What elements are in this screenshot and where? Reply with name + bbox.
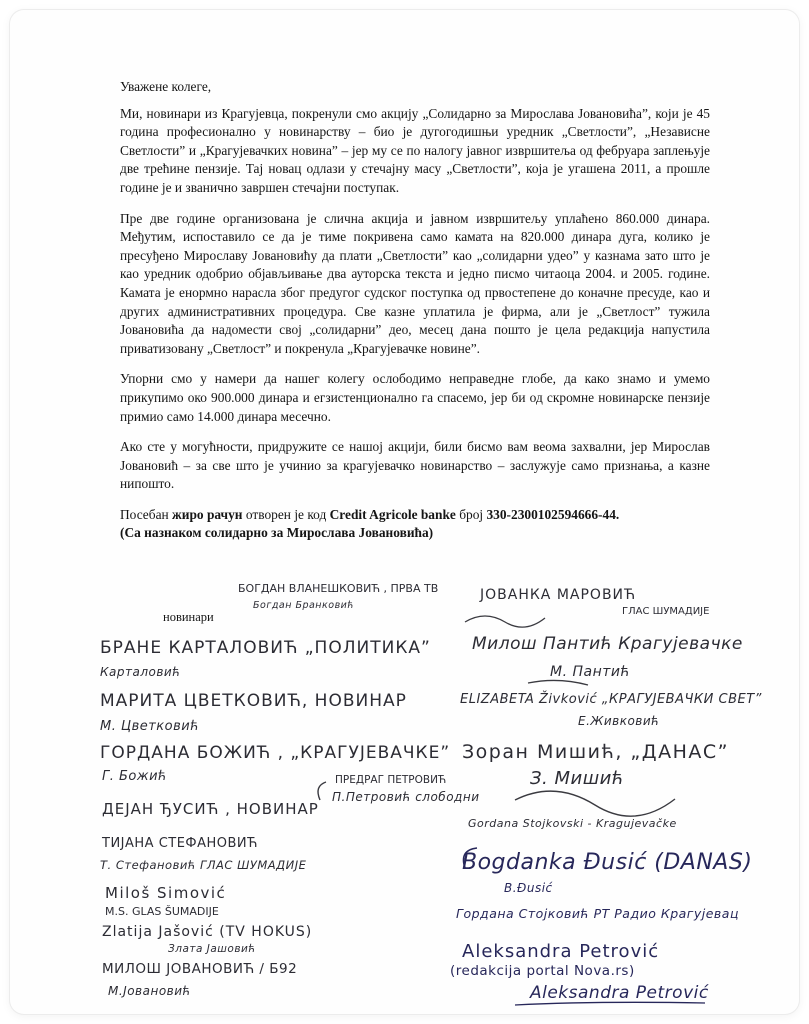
paragraph-3: Упорни смо у намери да нашег колегу ослободимо неправедне глобе, да како знамо и умемо прикупимо око 900.000 динара и егзистенционално га спасемо, јер би од скромне новинарске пензије примио само 14.000 динара месечно.	[120, 371, 710, 424]
signature-scrawl: Злата Јашовић	[168, 943, 256, 955]
signature-name: БОГДАН ВЛАНЕШКОВИЋ , ПРВА ТВ	[238, 582, 439, 595]
paragraph-4: Ако сте у могућности, придружите се нашој акцији, били бисмо вам веома захвални, јер Мирослав Јовановић – за све што је учинио за крагујевачко новинарство – заслужује само признања, а казне нипошто.	[120, 439, 710, 492]
account-mid: отворен је код	[242, 506, 330, 522]
bank-name: Credit Agricole banke	[329, 506, 456, 522]
signature-scrawl: Богдан Бранковић	[253, 600, 355, 611]
signature-name: Зоран Мишић, „ДАНАС”	[462, 741, 729, 763]
signature-scrawl: М. Цветковић	[100, 719, 200, 734]
pen-stroke	[318, 782, 326, 800]
signature-scrawl: ГЛАС ШУМАДИЈЕ	[622, 606, 710, 617]
signature-scrawl: Е.Живковић	[578, 714, 660, 728]
signature-scrawl: М.Јовановић	[108, 984, 191, 998]
signature-name: БРАНЕ КАРТАЛОВИЋ „ПОЛИТИКА”	[100, 638, 431, 658]
journalists-label: новинари	[163, 610, 214, 624]
signature-name: МИЛОШ ЈОВАНОВИЋ / Б92	[102, 961, 298, 977]
signature-scrawl: М. Пантић	[550, 664, 631, 680]
document-page	[10, 10, 799, 1014]
pen-stroke	[464, 848, 478, 868]
signature-name: ГОРДАНА БОЖИЋ , „КРАГУЈЕВАЧКЕ”	[100, 743, 451, 763]
signature-scrawl: З. Мишић	[530, 768, 625, 789]
signature-name: Милош Пантић Крагујевачке	[472, 634, 743, 654]
pen-stroke	[515, 791, 675, 816]
pen-stroke	[528, 680, 588, 685]
account-note: (Са назнаком солидарно за Мирослава Јовановића)	[120, 525, 434, 541]
signature-name: МАРИТА ЦВЕТКОВИЋ, НОВИНАР	[100, 691, 407, 711]
signature-scrawl: П.Петровић слободни	[332, 790, 480, 804]
signature-scrawl: M.S. GLAS ŠUMADIJE	[105, 905, 219, 918]
paragraph-1: Ми, новинари из Крагујевца, покренули смо акцију „Солидарно за Мирослава Јовановића”, који је 45 година професионално у новинарству – био је дугогодишњи уредник „Светлости”, „Независне Светлости” и „Крагујевачких новина” – јер му се по налогу јавног извршитеља од фебруара заплењује две трећине пензије. Тај новац одлази у стечајну масу „Светлости”, која је угашена 2011, а прошле године је и званично завршен стечајни поступак.	[120, 105, 710, 195]
account-word: број	[455, 506, 487, 522]
signature-scrawl: Карталовић	[100, 665, 181, 679]
account-prefix: Посебан	[120, 506, 173, 522]
signature-name: ТИЈАНА СТЕФАНОВИЋ	[102, 836, 258, 851]
greeting: Уважене колеге,	[120, 79, 212, 94]
account-number: 330-2300102594666-44.	[486, 506, 620, 522]
signature-scrawl: Т. Стефановић ГЛАС ШУМАДИЈЕ	[100, 858, 307, 872]
signature-name: ELIZABETA Živković „КРАГУЈЕВАЧКИ СВЕТ”	[460, 692, 762, 707]
signature-name: Bogdanka Đusić (DANAS)	[462, 850, 753, 875]
signature-scrawl: B.Đusić	[504, 881, 553, 895]
signature-name: Miloš Simović	[105, 884, 227, 902]
signature-scrawl: Г. Божић	[102, 769, 168, 784]
signature-name: ПРЕДРАГ ПЕТРОВИЋ	[335, 774, 447, 786]
signature-name: ДЕЈАН ЂУСИЋ , НОВИНАР	[102, 800, 319, 818]
signature-name: Aleksandra Petrović	[462, 941, 660, 962]
signature-scrawl: (redakcija portal Nova.rs)	[450, 963, 635, 979]
signature-name: Aleksandra Petrović	[530, 983, 709, 1003]
pen-stroke	[465, 616, 545, 627]
pen-strokes	[10, 10, 799, 1014]
signature-name: Gordana Stojkovski - Kragujevačke	[468, 817, 677, 830]
signature-name: Zlatija Jašović (TV HOKUS)	[102, 924, 313, 940]
signature-name: Гордана Стојковић РТ Радио Крагујевац	[456, 906, 739, 921]
paragraph-2: Пре две године организована је слична акција и јавном извршитељу уплаћено 860.000 динара. Међутим, испоставило се да је тиме покривена само камата на 820.000 динара дуга, колико је пресуђено Мирославу Јовановићу да плати „Светлости” као „солидарни удео” у казнама зато што је као уредник одобрио објављивање два ауторска текста и једно писмо читаоца 2004. и 2005. године. Камата је енормно нарасла због предугог судског поступка од првостепене до коначне пресуде, као и других административних процедура. Све казне уплатила је фирма, али је „Светлост” тужила Јовановића да надомести свој „солидарни” део, месец дана пошто је цела редакција напустила приватизовану „Светлост” и покренула „Крагујевачке новине”.	[120, 210, 710, 356]
account-label: жиро рачун	[172, 506, 243, 522]
pen-stroke	[515, 1002, 705, 1005]
signature-name: ЈОВАНКА МАРОВИЋ	[480, 587, 637, 603]
